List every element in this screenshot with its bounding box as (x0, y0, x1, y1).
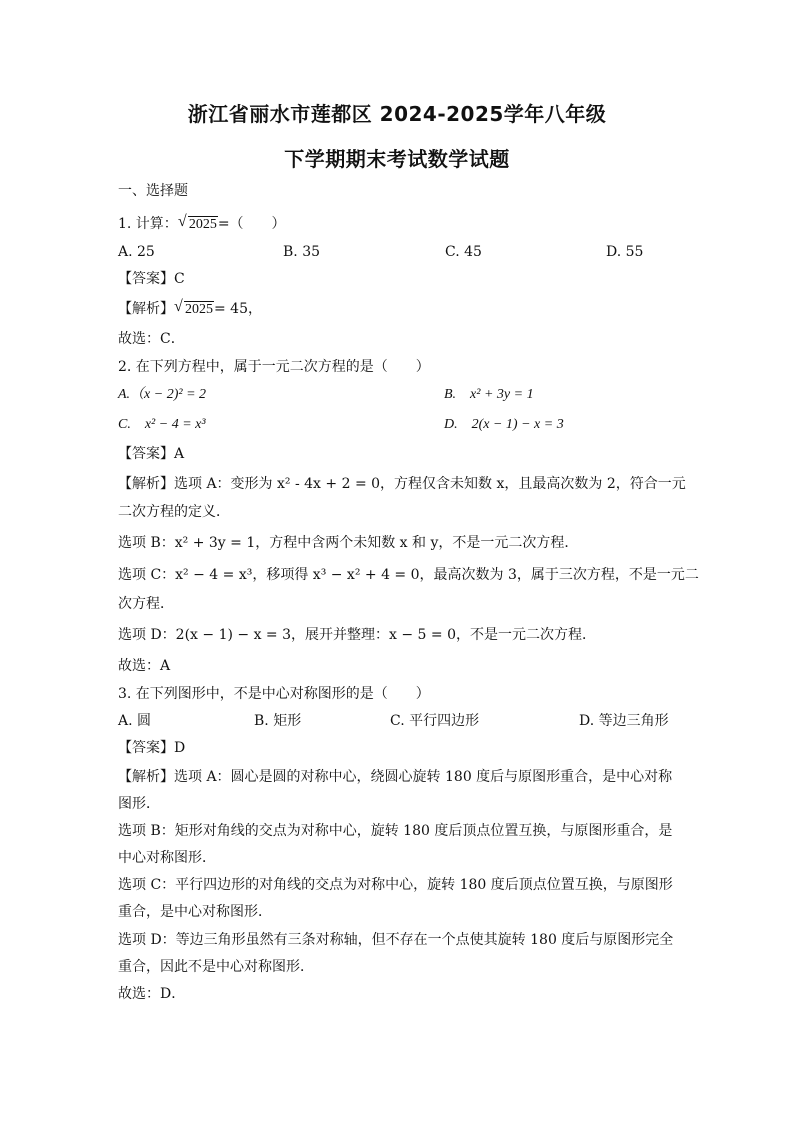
q2-option-c: C. x² − 4 = x³ (118, 417, 206, 432)
section-heading: 一、选择题 (118, 183, 188, 199)
q3-analysis-line: 选项 B：矩形对角线的交点为对称中心，旋转 180 度后顶点位置互换，与原图形重合，是 (118, 823, 673, 839)
q1-analysis-radicand: 2025 (185, 302, 213, 317)
q3-analysis-line: 图形． (118, 796, 160, 812)
q1-stem-prefix: 1. 计算： (118, 216, 178, 232)
q2-option-d: D. 2(x − 1) − x = 3 (444, 417, 564, 432)
q1-analysis-label: 【解析】 (118, 301, 174, 317)
q3-answer: 【答案】D (118, 740, 186, 756)
q3-analysis-line: 【解析】选项 A：圆心是圆的对称中心，绕圆心旋转 180 度后与原图形重合，是中心对称 (118, 769, 673, 785)
q1-analysis-suffix: = 45， (214, 301, 262, 317)
sqrt-expression: √ 2025 (174, 298, 213, 317)
q2-analysis-line: 次方程． (118, 596, 174, 612)
q1-analysis (118, 300, 683, 319)
q1-option-b: B. 35 (283, 244, 321, 260)
sqrt-expression: √ 2025 (177, 213, 217, 232)
q1-stem (118, 215, 683, 234)
q3-analysis-line: 重合，因此不是中心对称图形． (118, 959, 314, 975)
q3-option-c: C. 平行四边形 (390, 713, 480, 729)
q3-option-b: B. 矩形 (254, 713, 302, 729)
q1-radicand: 2025 (188, 217, 217, 232)
q1-answer: 【答案】C (118, 271, 185, 287)
q3-option-a: A. 圆 (118, 713, 152, 729)
q3-analysis-line: 选项 D：等边三角形虽然有三条对称轴，但不存在一个点使其旋转 180 度后与原图形完全 (118, 932, 674, 948)
doc-title-line2: 下学期期末考试数学试题 (284, 147, 510, 171)
q2-analysis-line: 二次方程的定义． (118, 504, 230, 520)
q2-analysis-line: 【解析】选项 A：变形为 x² - 4x + 2 = 0，方程仅含未知数 x，且最高次数为 2，符合一元 (118, 476, 686, 492)
q2-option-b: B. x² + 3y = 1 (444, 387, 534, 402)
q2-stem: 2. 在下列方程中，属于一元二次方程的是（ ） (118, 359, 430, 375)
q2-analysis-line: 选项 C：x² − 4 = x³，移项得 x³ − x² + 4 = 0，最高次数为 3，属于三次方程，不是一元二 (118, 567, 699, 583)
q2-option-a: A.（x − 2)² = 2 (118, 387, 207, 402)
q3-stem: 3. 在下列图形中，不是中心对称图形的是（ ） (118, 686, 430, 702)
doc-title-line1: 浙江省丽水市莲都区 2024-2025学年八年级 (187, 102, 607, 126)
q2-analysis-line: 选项 D：2(x − 1) − x = 3，展开并整理：x − 5 = 0，不是一元二次方程． (118, 627, 596, 643)
q2-conclusion: 故选：A (118, 658, 171, 674)
q3-analysis-line: 选项 C：平行四边形的对角线的交点为对称中心，旋转 180 度后顶点位置互换，与原图形 (118, 877, 673, 893)
q3-conclusion: 故选：D． (118, 986, 186, 1002)
q2-analysis-line: 选项 B：x² + 3y = 1，方程中含两个未知数 x 和 y，不是一元二次方程． (118, 535, 579, 551)
q2-answer: 【答案】A (118, 446, 185, 462)
q3-analysis-line: 重合，是中心对称图形． (118, 904, 272, 920)
q1-stem-suffix: =（ ） (217, 216, 286, 232)
q1-option-d: D. 55 (606, 244, 644, 260)
q3-analysis-line: 中心对称图形． (118, 850, 216, 866)
q1-option-c: C. 45 (445, 244, 482, 260)
q3-option-d: D. 等边三角形 (579, 713, 669, 729)
q1-conclusion: 故选：C． (118, 331, 185, 347)
q1-option-a: A. 25 (118, 244, 155, 260)
